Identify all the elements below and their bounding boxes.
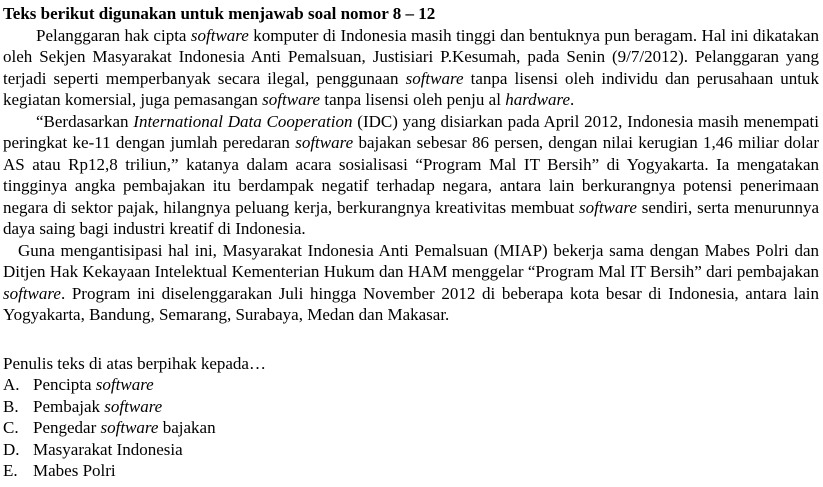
option-text xyxy=(33,417,216,439)
text-segment: “Berdasarkan xyxy=(36,111,134,131)
italic-text-segment: hardware xyxy=(505,90,571,109)
question-prompt: Penulis teks di atas berpihak kepada… xyxy=(3,353,266,373)
answer-option xyxy=(3,417,819,439)
option-text xyxy=(33,396,162,418)
italic-text-segment: software xyxy=(104,396,163,416)
italic-text-segment: software xyxy=(579,197,637,217)
answer-option xyxy=(3,460,819,482)
text-segment: bajakan xyxy=(158,418,216,437)
italic-text-segment: software xyxy=(190,25,249,45)
text-segment: sendiri, serta menurunnya daya saing bagi industri kreatif di Indonesia. xyxy=(3,197,819,238)
passage-paragraph-2 xyxy=(3,111,819,240)
option-letter: B. xyxy=(3,396,19,416)
passage-paragraph-1 xyxy=(3,25,819,111)
answer-options xyxy=(3,374,819,482)
italic-text-segment: International Data Cooperation xyxy=(133,111,353,131)
answer-option xyxy=(3,374,819,396)
italic-text-segment: software xyxy=(3,283,61,303)
text-segment: Pelanggaran hak cipta xyxy=(36,25,191,45)
passage-paragraph-3 xyxy=(3,240,819,326)
text-segment: Masyarakat Indonesia xyxy=(33,439,183,459)
italic-text-segment: software xyxy=(295,133,354,152)
text-segment: . xyxy=(570,90,575,109)
option-letter: C. xyxy=(3,418,19,437)
text-segment: tanpa lisensi oleh individu dan perusahaan untuk kegiatan komersial, juga pemasangan xyxy=(3,68,819,109)
question-block xyxy=(3,353,819,482)
passage-header: Teks berikut digunakan untuk menjawab soal nomor 8 – 12 xyxy=(3,4,436,23)
option-text xyxy=(33,374,154,396)
italic-text-segment: software xyxy=(405,68,464,88)
answer-option xyxy=(3,439,819,461)
option-letter: D. xyxy=(3,439,20,459)
text-segment: Guna mengantisipasi hal ini, Masyarakat Indonesia Anti Pemalsuan (MIAP) bekerja sama dengan Mabes Polri dan Ditjen Hak Kekayaan Intelektual Kementerian Hukum dan HAM menggelar “Program Mal IT Bersih” dari pembajakan xyxy=(3,240,819,281)
italic-text-segment: software xyxy=(262,90,321,109)
answer-option xyxy=(3,396,819,418)
text-segment: Mabes Polri xyxy=(33,461,116,480)
italic-text-segment: software xyxy=(100,418,159,437)
text-segment: Pencipta xyxy=(33,375,96,394)
text-segment: tanpa lisensi oleh penju al xyxy=(320,90,506,109)
text-segment: Pembajak xyxy=(33,396,105,416)
option-text xyxy=(33,460,116,482)
italic-text-segment: software xyxy=(95,375,154,394)
option-letter: E. xyxy=(3,461,18,480)
option-letter: A. xyxy=(3,375,20,394)
text-segment: Pengedar xyxy=(33,418,101,437)
text-segment: komputer di Indonesia masih tinggi dan bentuknya pun beragam. Hal ini dikatakan oleh Sekjen Masyarakat Indonesia Anti Pemalsuan, Justisiari P.Kesumah, pada Senin (9/7/2012). Pelanggaran yang terjadi seperti memperbanyak secara ilegal, penggunaan xyxy=(3,25,819,88)
text-segment: . Program ini diselenggarakan Juli hingga November 2012 di beberapa kota besar di Indonesia, antara lain Yogyakarta, Bandung, Semarang, Surabaya, Medan dan Makasar. xyxy=(3,283,819,324)
text-segment: (IDC) yang disiarkan pada April 2012, Indonesia masih menempati peringkat ke-11 dengan jumlah peredaran xyxy=(3,111,819,152)
text-segment: bajakan sebesar 86 persen, dengan nilai kerugian 1,46 miliar dolar AS atau Rp12,8 triliun,” katanya dalam acara sosialisasi “Program Mal IT Bersih” di Yogyakarta. Ia mengatakan tingginya angka pembajakan itu berdampak negatif terhadap negara, antara lain berkurangnya potensi penerimaan negara di sektor pajak, hilangnya peluang kerja, berkurangnya kreativitas membuat xyxy=(3,133,819,217)
option-text xyxy=(33,439,183,461)
